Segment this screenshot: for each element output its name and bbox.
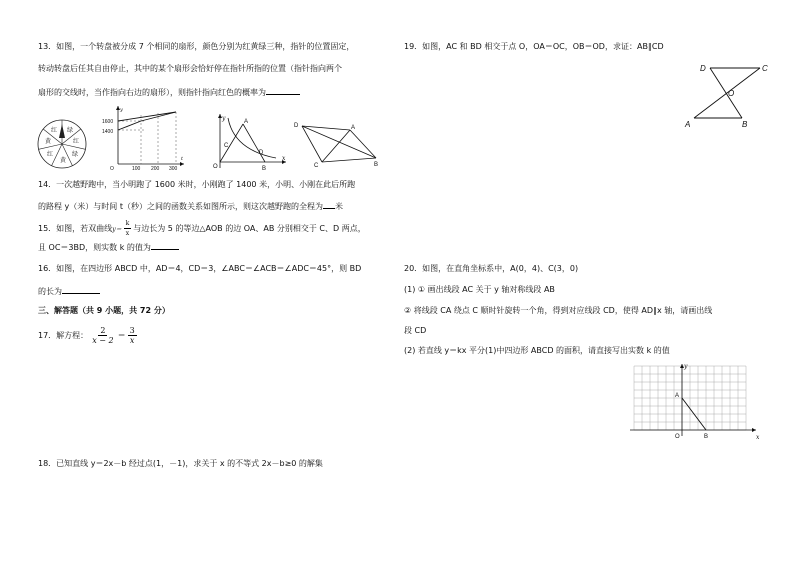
q13-text: 扇形的交线时，当作指向右边的扇形），则指针指向红色的概率为 bbox=[38, 88, 266, 97]
q18-text: 18．已知直线 y＝2x－b 经过点(1，－1)，求关于 x 的不等式 2x－b≥0 的解集 bbox=[38, 459, 323, 468]
x-axis-label: t bbox=[181, 156, 184, 162]
q16-answer-blank[interactable] bbox=[62, 285, 100, 294]
origin-label: O bbox=[110, 166, 114, 170]
y-axis-label: y bbox=[222, 115, 226, 122]
wheel-label: 绿 bbox=[71, 152, 79, 158]
point-label: B bbox=[742, 120, 748, 129]
x-tick-label: 300 bbox=[169, 166, 178, 170]
frac-numerator: 3 bbox=[129, 325, 135, 335]
q15-answer-blank[interactable] bbox=[151, 241, 179, 250]
point-label: A bbox=[244, 119, 249, 125]
q19-figure bbox=[680, 60, 772, 132]
q16-text: 的长为 bbox=[38, 287, 62, 296]
q14-answer-blank[interactable] bbox=[323, 200, 335, 209]
point-label: O bbox=[728, 89, 735, 98]
fraction-left bbox=[90, 326, 115, 345]
frac-denominator: x − 2 bbox=[92, 335, 114, 345]
frac-denominator: x bbox=[129, 335, 135, 345]
fraction-right bbox=[128, 326, 137, 345]
y-axis-label: y bbox=[120, 107, 123, 113]
x-tick-label: 200 bbox=[151, 166, 160, 170]
wheel-label: 黄 bbox=[44, 139, 52, 145]
point-label: O bbox=[213, 164, 218, 170]
equals-sign: ＝ bbox=[117, 330, 126, 340]
wheel-label: 红 bbox=[46, 152, 54, 158]
q19-line1: 19．如图，AC 和 BD 相交于点 O，OA＝OC，OB＝OD，求证：AB∥CD bbox=[404, 42, 664, 51]
q13-line2: 转动转盘后任其自由停止，其中的某个扇形会恰好停在指针所指的位置（指针指向两个 bbox=[38, 64, 342, 73]
x-tick-label: 100 bbox=[132, 166, 141, 170]
q15-text: 且 OC＝3BD，则实数 k 的值为 bbox=[38, 243, 151, 252]
wheel-label: 绿 bbox=[66, 128, 74, 134]
y-tick-label: 1600 bbox=[102, 119, 114, 125]
frac-numerator: 2 bbox=[100, 325, 106, 335]
distance-time-graph bbox=[96, 104, 186, 170]
point-label: A bbox=[351, 125, 356, 131]
q15-pre: 15．如图，若双曲线 bbox=[38, 224, 113, 233]
q14-text: 的路程 y（米）与时间 t（秒）之间的函数关系如图所示，则这次越野跑的全程为 bbox=[38, 202, 323, 211]
q15-frac-num: k bbox=[125, 220, 130, 227]
point-label: B bbox=[704, 434, 709, 440]
q15-line2 bbox=[38, 241, 179, 253]
point-label: C bbox=[224, 143, 229, 149]
point-label: C bbox=[314, 163, 319, 168]
q15-y-eq: y＝ bbox=[112, 226, 122, 233]
q13-line1: 13．如图，一个转盘被分成 7 个相同的扇形，颜色分别为红黄绿三种，指针的位置固定， bbox=[38, 42, 355, 51]
point-label: C bbox=[762, 64, 768, 73]
q13-line3 bbox=[38, 86, 300, 98]
q14-line1: 14．一次越野跑中，当小明跑了 1600 米时，小刚跑了 1400 米，小明、小刚在此后所跑 bbox=[38, 180, 356, 189]
q14-line2 bbox=[38, 200, 343, 212]
q17-label: 17．解方程： bbox=[38, 330, 89, 340]
quadrilateral-figure bbox=[292, 118, 384, 168]
wheel-label: 黄 bbox=[59, 158, 67, 164]
y-axis-label: y bbox=[684, 363, 688, 370]
q20-part2b: 段 CD bbox=[404, 326, 427, 335]
q16-line1: 16．如图，在四边形 ABCD 中，AD＝4，CD＝3，∠ABC＝∠ACB＝∠ADC＝45°，则 BD bbox=[38, 264, 362, 273]
pointer-arrow-icon bbox=[59, 124, 65, 138]
section-title: 三、解答题（共 9 小题，共 72 分） bbox=[38, 306, 170, 315]
point-label: D bbox=[259, 150, 264, 156]
hyperbola-triangle-figure bbox=[206, 110, 290, 172]
coordinate-grid-figure bbox=[626, 362, 762, 440]
q13-answer-blank[interactable] bbox=[266, 86, 300, 95]
point-label: A bbox=[675, 393, 680, 399]
point-label: D bbox=[700, 64, 706, 73]
y-tick-label: 1400 bbox=[102, 129, 114, 135]
q16-line2 bbox=[38, 285, 100, 297]
q20-part1: (1) ① 画出线段 AC 关于 y 轴对称线段 AB bbox=[404, 285, 555, 294]
q20-part2a: ② 将线段 CA 绕点 C 顺时针旋转一个角，得到对应线段 CD，使得 AD∥x 轴，请画出线 bbox=[404, 306, 713, 315]
spinner-wheel bbox=[36, 118, 88, 170]
q14-unit: 米 bbox=[334, 202, 343, 211]
q15-fraction bbox=[124, 219, 132, 238]
wheel-label: 红 bbox=[50, 128, 58, 134]
point-label: O bbox=[675, 434, 680, 440]
q15-post: 与边长为 5 的等边△AOB 的边 OA、AB 分别相交于 C、D 两点， bbox=[133, 224, 366, 233]
x-axis-label: x bbox=[756, 434, 760, 440]
point-label: B bbox=[374, 162, 379, 168]
q20-part3: (2) 若直线 y＝kx 平分(1)中四边形 ABCD 的面积，请直接写出实数 k 的值 bbox=[404, 346, 670, 355]
x-axis-label: x bbox=[282, 155, 286, 162]
q15-line1 bbox=[38, 219, 366, 238]
wheel-label: 红 bbox=[72, 139, 80, 145]
point-label: D bbox=[294, 123, 299, 129]
q17-equation bbox=[38, 320, 139, 350]
q20-line1: 20．如图，在直角坐标系中，A(0，4)、C(3，0) bbox=[404, 264, 579, 273]
point-label: A bbox=[685, 120, 691, 129]
point-label: B bbox=[262, 166, 267, 172]
q15-frac-den: x bbox=[125, 230, 130, 237]
